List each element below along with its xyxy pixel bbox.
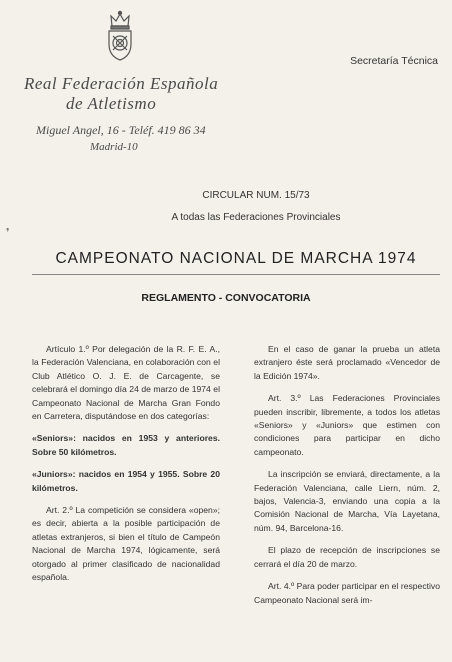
letterhead-address: Miguel Angel, 16 - Teléf. 419 86 34 xyxy=(36,123,206,137)
paragraph-registration: La inscripción se enviará, directamente, a la Federación Valenciana, calle Liern, núm. 2, bajos, Valencia-3, enviando una copia a la Comisión Nacional de Marcha, Vía Layetana, núm. 94, Barcelona-16. xyxy=(254,469,440,533)
paragraph-juniors: «Juniors»: nacidos en 1954 y 1955. Sobre 20 kilómetros. xyxy=(32,469,220,493)
title-divider xyxy=(32,274,440,275)
right-column xyxy=(254,343,440,616)
paragraph-art1: Artículo 1.º Por delegación de la R. F. E. A., la Federación Valenciana, en colaboración con el Club Atlético O. J. E. de Carcagente, se celebrará el domingo día 24 de marzo de 1974 el Campeonato Nacional de Marcha Gran Fondo en Carretera, disputándose en dos categorías: xyxy=(32,344,220,422)
federation-crest-icon xyxy=(103,10,137,62)
paragraph-art4: Art. 4.º Para poder participar en el respectivo Campeonato Nacional será im- xyxy=(254,581,440,605)
left-column xyxy=(32,343,220,594)
letterhead-line1: Real Federación Española xyxy=(24,74,219,93)
letterhead-city: Madrid-10 xyxy=(90,141,138,153)
paragraph-foreign-winner: En el caso de ganar la prueba un atleta extranjero éste será proclamado «Vencedor de la Edición 1974». xyxy=(254,344,440,381)
paragraph-deadline: El plazo de recepción de inscripciones se cerrará el día 20 de marzo. xyxy=(254,545,440,569)
department-label: Secretaría Técnica xyxy=(350,55,438,67)
paragraph-seniors: «Seniors»: nacidos en 1953 y anteriores. Sobre 50 kilómetros. xyxy=(32,433,220,457)
circular-number: CIRCULAR NUM. 15/73 xyxy=(202,190,310,201)
recipients-line: A todas las Federaciones Provinciales xyxy=(171,212,341,223)
paragraph-art3: Art. 3.º Las Federaciones Provinciales pueden inscribir, libremente, a todos los atletas «Seniors» y «Juniors» que estimen con condiciones para participar en dicho campeonato. xyxy=(254,393,440,457)
paragraph-art2: Art. 2.º La competición se considera «open»; es decir, abierta a la posible participación de atletas extranjeros, si bien el título de Campeón Nacional de Marcha 1974, lógicamente, será otorgado al primer clasificado de nacionalidad española. xyxy=(32,505,220,583)
document-title: CAMPEONATO NACIONAL DE MARCHA 1974 xyxy=(55,250,417,267)
margin-mark-icon: ❜ xyxy=(6,227,10,239)
letterhead-line2: de Atletismo xyxy=(66,94,157,113)
document-subtitle: REGLAMENTO - CONVOCATORIA xyxy=(141,292,311,304)
